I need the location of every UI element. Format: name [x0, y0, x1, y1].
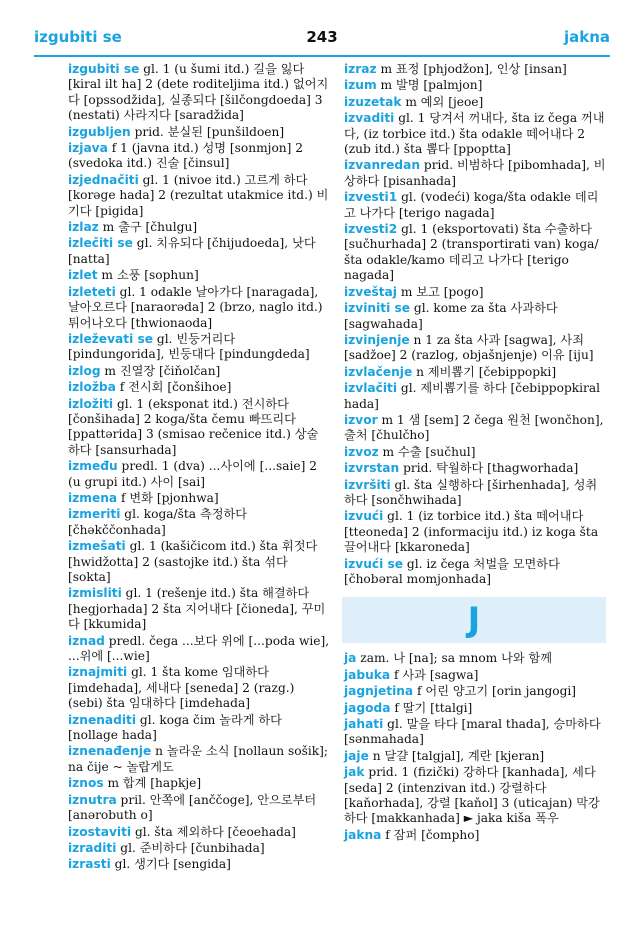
entry-definition: gl. koga čim 놀라게 하다 [nollage hada] — [68, 712, 286, 743]
dictionary-entry — [344, 381, 606, 412]
entry-headword: izmešati — [68, 539, 126, 554]
entry-headword: izvući — [344, 509, 384, 524]
dictionary-entry — [344, 749, 606, 764]
entry-definition: gl. 1 (kašičicom itd.) šta 휘젓다 [hwidžotta] 2 (sastojke itd.) šta 섞다 [sokta] — [68, 539, 322, 584]
entry-definition: n 달걀 [talgjal], 계란 [kjeran] — [368, 748, 545, 763]
entry-headword: izjednačiti — [68, 172, 139, 187]
dictionary-entry — [68, 397, 330, 459]
dictionary-entry — [68, 285, 330, 331]
entry-headword: izum — [344, 78, 377, 93]
entry-headword: ja — [344, 651, 357, 666]
entry-headword: jagnjetina — [344, 684, 414, 699]
entry-headword: izmisliti — [68, 586, 122, 601]
entry-definition: f 전시회 [čonšihoe] — [115, 380, 232, 395]
entry-definition: gl. kome za šta 사과하다 [sagwahada] — [344, 301, 562, 331]
entry-definition: n 제비뽑기 [čebippopki] — [412, 364, 557, 379]
entry-headword: jak — [344, 765, 365, 780]
entry-headword: izveštaj — [344, 284, 397, 299]
dictionary-entry — [68, 380, 330, 395]
dictionary-entry — [344, 701, 606, 716]
entry-definition: gl. 말을 타다 [maral thada], 승마하다 [sənmahada] — [344, 717, 605, 747]
entry-headword: izlet — [68, 268, 98, 283]
entry-definition: n 놀라운 소식 [nollaun sošik]; na čije ~ 놀랍게도 — [68, 744, 332, 774]
dictionary-entry — [344, 765, 606, 827]
dictionary-entry — [344, 301, 606, 332]
dictionary-entry — [68, 173, 330, 219]
right-column — [344, 62, 606, 844]
entry-headword: izvesti1 — [344, 190, 398, 205]
dictionary-entry — [344, 365, 606, 380]
entry-headword: izleževati se — [68, 331, 154, 346]
entry-headword: izuzetak — [344, 94, 402, 109]
entry-definition: prid. 1 (fizički) 강하다 [kanhada], 세다 [seda] 2 (intenzivan itd.) 강렬하다 [kaňorhada], 강렬 [kaňol] 3 (uticajan) 막강하다 [makkanhada] ► jaka kiša 폭우 — [344, 765, 600, 826]
entry-headword: iznutra — [68, 792, 117, 807]
entry-definition: prid. 탁월하다 [thagworhada] — [399, 461, 579, 476]
dictionary-entry — [68, 507, 330, 538]
entry-headword: izvrstan — [344, 461, 400, 476]
section-letter: J — [467, 600, 481, 641]
dictionary-entry — [68, 62, 330, 124]
entry-definition: m 합계 [hapkje] — [103, 776, 202, 791]
entry-definition: m 1 샘 [sem] 2 čega 원천 [wončhon], 출처 [čhulčho] — [344, 412, 608, 443]
dictionary-entry — [344, 111, 606, 157]
entry-headword: izlog — [68, 363, 101, 378]
entry-definition: gl. šta 제외하다 [čeoehada] — [131, 824, 296, 839]
dictionary-entry — [344, 684, 606, 699]
entry-headword: izvoz — [344, 444, 379, 459]
entry-definition: gl. (vodeći) koga/šta odakle 데리고 나가다 [terigo nagada] — [344, 190, 599, 220]
entry-definition: f 딸기 [ttalgi] — [390, 700, 473, 715]
page-header — [34, 28, 610, 52]
entry-headword: izlaz — [68, 220, 99, 235]
entry-definition: f 사과 [sagwa] — [390, 667, 479, 682]
entry-headword: izmena — [68, 490, 118, 505]
entry-definition: gl. 1 당겨서 꺼내다, šta iz čega 꺼내다, (iz torbice itd.) šta odakle 떼어내다 2 (zub itd.) šta 뽑다 [ppoptta] — [344, 111, 605, 157]
entry-headword: iznenađenje — [68, 744, 152, 759]
entry-definition: pril. 안쪽에 [anččoge], 안으로부터 [anərobuth o] — [68, 792, 321, 823]
entry-headword: izvaditi — [344, 111, 395, 126]
dictionary-entry — [68, 825, 330, 840]
dictionary-entry — [344, 828, 606, 843]
dictionary-entry — [68, 586, 330, 632]
left-column — [68, 62, 334, 874]
entry-definition: gl. 1 (eksportovati) šta 수출하다 [sučhurhada] 2 (transportirati van) koga/šta odakle/kamo 데리고 나가다 [terigo nagada] — [344, 222, 599, 283]
dictionary-entry — [68, 713, 330, 744]
entry-headword: izrasti — [68, 857, 111, 872]
entry-definition: f 변화 [pjonhwa] — [117, 490, 219, 505]
entry-headword: iznos — [68, 776, 104, 791]
dictionary-entry — [68, 633, 334, 665]
entry-definition: gl. 빈둥거리다 [pindungorida], 빈둥대다 [pindungdeda] — [68, 331, 310, 362]
entry-definition: zam. 나 [na]; sa mnom 나와 함께 — [356, 651, 553, 666]
dictionary-entry — [344, 413, 606, 444]
entry-headword: izlečiti se — [68, 236, 133, 251]
page-number: 243 — [306, 28, 338, 46]
entry-headword: iznenaditi — [68, 712, 137, 727]
entry-definition: gl. koga/šta 측정하다 [čhəkččonhada] — [68, 507, 251, 537]
dictionary-entry — [68, 141, 330, 172]
entry-definition: prid. 분실된 [punšildoen] — [130, 124, 285, 139]
entry-headword: izvući se — [344, 556, 404, 571]
entry-headword: izvlačiti — [344, 381, 398, 396]
entry-definition: gl. 1 (u šumi itd.) 길을 잃다 [kiral ilt ha] 2 (dete roditeljima itd.) 없어지다 [opssodžida], 실종되다 [šilčongdoeda] 3 (nestati) 사라지다 [saradžida] — [68, 62, 329, 123]
entry-headword: izvlačenje — [344, 364, 413, 379]
entry-definition: m 출구 [čhulgu] — [98, 220, 198, 235]
entry-headword: jakna — [344, 827, 382, 842]
entry-headword: izgubiti se — [68, 62, 140, 76]
header-rule — [34, 55, 610, 57]
entry-definition: f 잠퍼 [čompho] — [381, 827, 480, 842]
entry-definition: m 진열장 [čiňolčan] — [100, 363, 221, 378]
entry-definition: gl. 1 (nivoe itd.) 고르게 하다 [korəge hada] 2 (rezultat utakmice itd.) 비기다 [pigida] — [68, 172, 329, 218]
dictionary-entry — [344, 62, 606, 77]
dictionary-entry — [68, 332, 330, 363]
entry-definition: gl. 생기다 [sengida] — [110, 857, 231, 872]
entry-definition: gl. iz čega 처벌을 모면하다 [čhobəral momjonhada] — [344, 556, 564, 586]
dictionary-entry — [68, 776, 330, 791]
dictionary-entry — [344, 651, 606, 666]
entry-definition: gl. 1 šta kome 임대하다 [imdehada], 세내다 [seneda] 2 (razg.) (sebi) šta 임대하다 [imdehada] — [68, 665, 299, 711]
section-letter-block — [342, 597, 606, 643]
entry-definition: m 수출 [sučhul] — [378, 444, 476, 459]
entry-definition: m 예외 [jeoe] — [401, 94, 484, 109]
entry-definition: prid. 비범하다 [pibomhada], 비상하다 [pisanhada] — [344, 158, 606, 188]
entry-headword: iznajmiti — [68, 665, 128, 680]
entry-definition: f 1 (javna itd.) 성명 [sonmjon] 2 (svedoka itd.) 진술 [činsul] — [68, 141, 307, 171]
dictionary-entry — [344, 333, 606, 364]
entry-headword: izvinjenje — [344, 332, 410, 347]
entry-definition: gl. 1 odakle 날아가다 [naragada], 날아오르다 [naraorəda] 2 (brzo, naglo itd.) 튀어나오다 [thwionaoda] — [68, 284, 327, 330]
entry-definition: gl. 1 (iz torbice itd.) šta 떼어내다 [tteoneda] 2 (informaciju itd.) iz koga šta 끌어내다 [kkaroneda] — [344, 509, 602, 555]
entry-definition: gl. 제비뽑기를 하다 [čebippopkiral hada] — [344, 381, 604, 411]
entry-definition: m 발명 [palmjon] — [376, 78, 483, 93]
dictionary-entry — [68, 793, 330, 824]
dictionary-entry — [344, 285, 606, 300]
dictionary-entry — [68, 459, 330, 490]
entry-definition: n 1 za šta 사과 [sagwa], 사죄 [sadžoe] 2 (razlog, objašnjenje) 이유 [iju] — [344, 332, 594, 363]
dictionary-entry — [344, 668, 606, 683]
entry-headword: izraz — [344, 62, 377, 76]
entry-headword: izjava — [68, 141, 108, 156]
entry-headword: jabuka — [344, 667, 391, 682]
dictionary-entry — [344, 509, 606, 555]
entry-definition: gl. 치유되다 [čhijudoeda], 낫다 [natta] — [68, 236, 320, 266]
dictionary-entry — [68, 857, 330, 872]
entry-headword: izložiti — [68, 396, 114, 411]
dictionary-entry — [68, 539, 330, 585]
dictionary-entry — [344, 717, 606, 748]
entry-headword: izvršiti — [344, 477, 391, 492]
dictionary-entry — [344, 158, 606, 189]
dictionary-entry — [68, 744, 330, 775]
dictionary-entry — [68, 268, 330, 283]
entry-definition: m 표정 [phjodžon], 인상 [insan] — [376, 62, 567, 76]
entry-headword: izostaviti — [68, 824, 132, 839]
entry-definition: gl. šta 실행하다 [širhenhada], 성취하다 [sončhwihada] — [344, 477, 598, 507]
entry-headword: izviniti se — [344, 301, 411, 316]
dictionary-entry — [344, 557, 606, 588]
entry-definition: f 어린 양고기 [orin jangogi] — [413, 684, 577, 699]
dictionary-entry — [344, 78, 606, 93]
entry-headword: izložba — [68, 380, 116, 395]
entry-headword: iznad — [68, 633, 105, 648]
entry-headword: izvanredan — [344, 158, 421, 173]
dictionary-entry — [344, 445, 606, 460]
dictionary-entry — [68, 841, 330, 856]
entry-definition: predl. čega ...보다 위에 [...poda wie], ...위에 [...wie] — [68, 633, 334, 664]
entry-definition: m 소풍 [sophun] — [97, 268, 199, 283]
entry-headword: jahati — [344, 717, 384, 732]
dictionary-entry — [68, 125, 330, 140]
entry-definition: gl. 1 (rešenje itd.) šta 해결하다 [hegjorhada] 2 šta 지어내다 [čioneda], 꾸미다 [kkumida] — [68, 586, 326, 632]
entry-definition: gl. 준비하다 [čunbihada] — [116, 840, 265, 855]
first-headword: izgubiti se — [34, 28, 122, 46]
entry-headword: izvor — [344, 412, 378, 427]
entry-headword: izgubljen — [68, 124, 131, 139]
entry-headword: izleteti — [68, 284, 116, 299]
entry-headword: izraditi — [68, 840, 117, 855]
dictionary-entry — [344, 478, 606, 509]
last-headword: jakna — [563, 28, 610, 46]
dictionary-entry — [68, 491, 330, 506]
dictionary-entry — [68, 665, 330, 711]
entry-headword: izmeriti — [68, 507, 121, 522]
entry-definition: m 보고 [pogo] — [396, 284, 484, 299]
dictionary-entry — [344, 222, 606, 284]
dictionary-entry — [344, 461, 606, 476]
entry-headword: izvesti2 — [344, 222, 398, 237]
dictionary-entry — [68, 236, 330, 267]
dictionary-entry — [344, 190, 606, 221]
dictionary-entry — [68, 364, 330, 379]
entry-headword: jagoda — [344, 700, 391, 715]
dictionary-entry — [68, 220, 330, 235]
entry-headword: jaje — [344, 748, 369, 763]
entry-definition: predl. 1 (dva) ...사이에 [...saie] 2 (u grupi itd.) 사이 [sai] — [68, 459, 321, 489]
entry-headword: između — [68, 459, 118, 474]
entry-definition: gl. 1 (eksponat itd.) 전시하다 [čonšihada] 2 koga/šta čemu 빠뜨리다 [ppattərida] 3 (smisao rečenice itd.) 상술하다 [sansurhada] — [68, 396, 319, 457]
dictionary-entry — [344, 95, 606, 110]
